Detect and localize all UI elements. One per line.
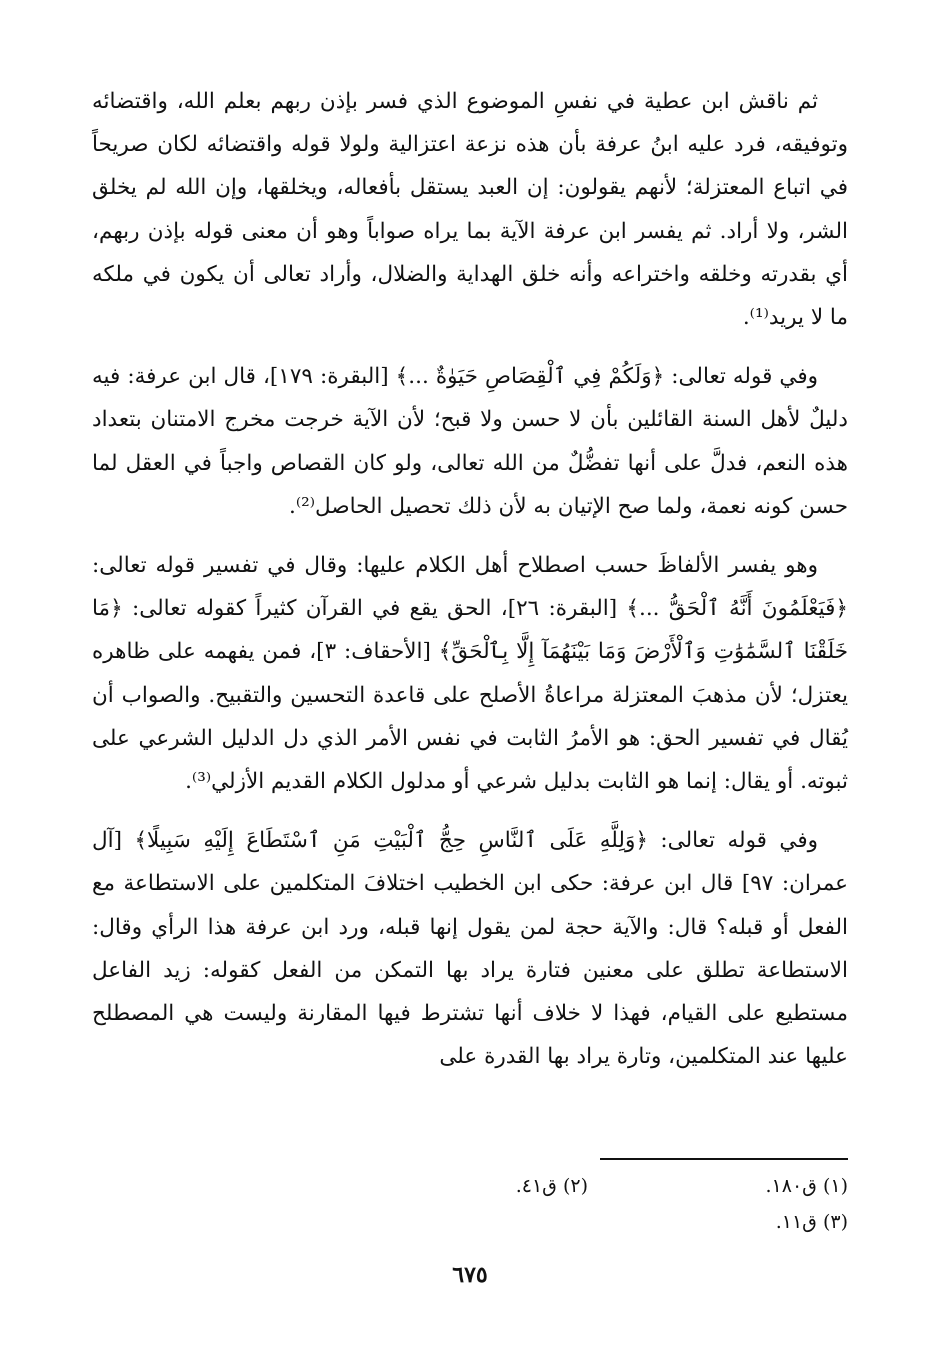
paragraph-4: وفي قوله تعالى: ﴿وَلِلَّهِ عَلَى ٱلنَّاسِ حِجُّ ٱلْبَيْتِ مَنِ ٱسْتَطَاعَ إِلَيْهِ سَبِيلًا﴾ [آل عمران: ٩٧] قال ابن عرفة: حكى ابن الخطيب اختلافَ المتكلمين على الاستطاعة مع الفعل أو قبله؟ قال: والآية حجة لمن يقول إنها قبله، ورد ابن عرفة هذا الرأي وقال: الاستطاعة تطلق على معنين فتارة يراد بها التمكن من الفعل كقوله: زيد الفاعل مستطيع على القيام، فهذا لا خلاف أنها تشترط فيها المقارنة وليست هي المصطلح عليها عند المتكلمين، وتارة يراد بها القدرة على xyxy=(92,828,848,1070)
paragraph-2: وفي قوله تعالى: ﴿وَلَكُمْ فِي ٱلْقِصَاصِ حَيَوٰةٌ ...﴾ [البقرة: ١٧٩]، قال ابن عرفة: فيه دليلٌ لأهل السنة القائلين بأن لا حسن ولا قبح؛ لأن الآية خرجت مخرج الامتنان بتعداد هذه النعم، فدلَّ على أنها تفضُّلٌ من الله تعالى، ولو كان القصاص واجباً في العقل لما حسن كونه نعمة، ولما صح الإتيان به لأن ذلك تحصيل الحاصل⁽²⁾. xyxy=(92,364,848,519)
footnote-row xyxy=(92,1168,848,1204)
paragraph-1: ثم ناقش ابن عطية في نفسِ الموضوع الذي فسر بإذن ربهم بعلم الله، واقتضائه وتوفيقه، فرد عليه ابنُ عرفة بأن هذه نزعة اعتزالية ولولا قوله واقتضائه لكان صريحاً في اتباع المعتزلة؛ لأنهم يقولون: إن العبد يستقل بأفعاله، ويخلقها، وإن الله لم يخلق الشر، ولا أراد. ثم يفسر ابن عرفة الآية بما يراه صواباً وهو أن معنى قوله بإذن ربهم، أي بقدرته وخلقه واختراعه وأنه خلق الهداية والضلال، وأراد تعالى أن يكون في ملكه ما لا يريد⁽¹⁾. xyxy=(92,89,848,331)
footnotes xyxy=(92,1168,848,1240)
body-text xyxy=(92,80,848,1094)
page-number: ٦٧٥ xyxy=(452,1262,488,1288)
footnote-1: (١) ق١٨٠. xyxy=(765,1175,848,1197)
footnote-3: (٣) ق١١. xyxy=(775,1211,848,1233)
paragraph-3: وهو يفسر الألفاظَ حسب اصطلاح أهل الكلام عليها: وقال في تفسير قوله تعالى: ﴿فَيَعْلَمُونَ أَنَّهُ ٱلْحَقُّ ...﴾ [البقرة: ٢٦]، الحق يقع في القرآن كثيراً كقوله تعالى: ﴿مَا خَلَقْنَا ٱلسَّمَٰوَٰتِ وَٱلْأَرْضَ وَمَا بَيْنَهُمَآ إِلَّا بِٱلْحَقِّ﴾ [الأحقاف: ٣]، فمن يفهمه على ظاهره يعتزل؛ لأن مذهبَ المعتزلة مراعاةُ الأصلح على قاعدة التحسين والتقبيح. والصواب أن يُقال في تفسير الحق: هو الأمرُ الثابت في نفس الأمر الذي دل الدليل الشرعي على ثبوته. أو يقال: إنما هو الثابت بدليل شرعي أو مدلول الكلام القديم الأزلي⁽³⁾. xyxy=(92,553,848,795)
footnote-divider xyxy=(600,1158,848,1160)
footnote-row xyxy=(92,1204,848,1240)
footnote-2: (٢) ق٤١. xyxy=(515,1175,588,1197)
